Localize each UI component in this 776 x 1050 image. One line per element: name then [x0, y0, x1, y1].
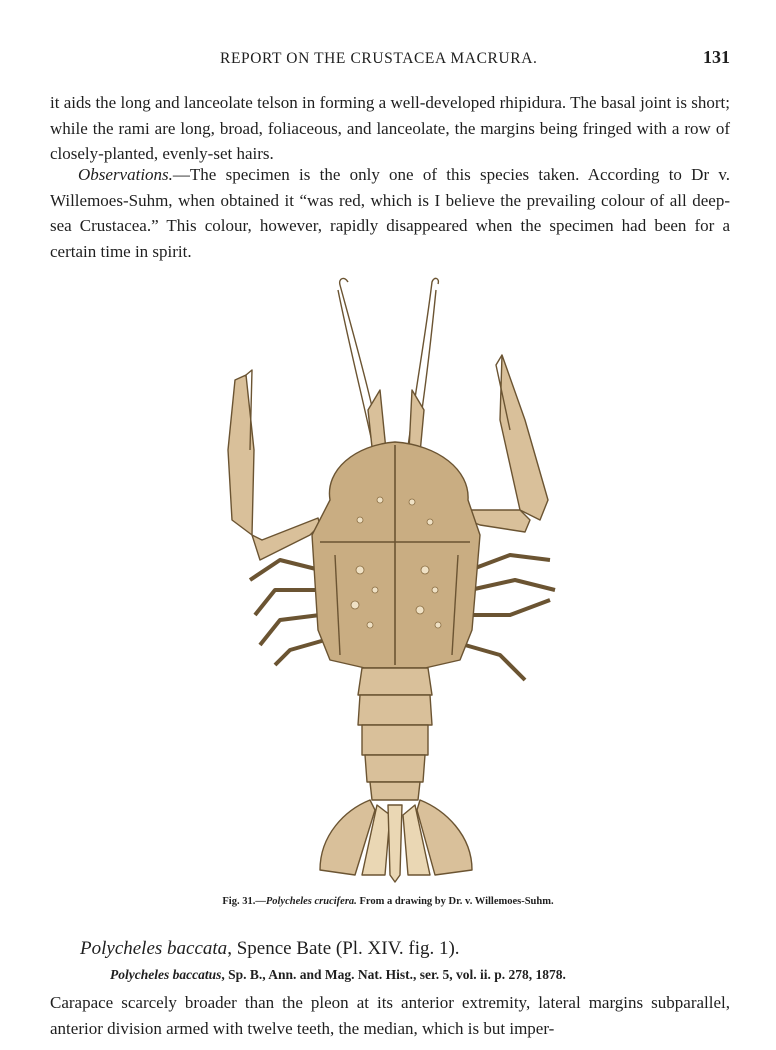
pleon-segment-5: [370, 782, 420, 800]
pleon-segment-2: [358, 695, 432, 725]
synonymy-line: [110, 967, 566, 983]
caption-prefix: Fig. 31.—: [222, 896, 266, 907]
walking-leg-right-2: [470, 580, 555, 590]
running-title: REPORT ON THE CRUSTACEA MACRURA.: [220, 50, 538, 67]
figure-caption: [0, 896, 776, 907]
left-chela: [228, 375, 254, 535]
crustacean-illustration: [180, 270, 600, 885]
walking-leg-left-2: [255, 590, 320, 615]
walking-leg-left-4: [275, 640, 325, 665]
species-name: Polycheles baccata: [80, 938, 228, 959]
pleon-segment-3: [362, 725, 428, 755]
species-heading: [80, 938, 460, 960]
observations-text: —The specimen is the only one of this species taken. According to Dr v. Willemoes-Suhm, when obtained it “was red, which is I believe the prevailing colour of all deep-sea Crustacea.” This colour, however, rapidly disappeared when the specimen had been for a certain time in spirit.: [50, 165, 730, 261]
species-author: , Spence Bate (Pl. XIV. fig. 1).: [227, 938, 460, 959]
walking-leg-left-3: [260, 615, 320, 645]
walking-leg-right-4: [465, 645, 525, 680]
right-chela: [500, 355, 548, 520]
body-paragraph-2: [50, 162, 730, 264]
page-header: [50, 44, 730, 72]
left-carpus: [252, 518, 320, 560]
caption-rest: From a drawing by Dr. v. Willemoes-Suhm.: [356, 896, 554, 907]
synonymy-name: Polycheles baccatus: [110, 967, 222, 982]
carapace: [312, 442, 480, 668]
pleon-segment-4: [365, 755, 425, 782]
caption-species: Polycheles crucifera.: [265, 896, 357, 907]
walking-leg-right-1: [470, 555, 550, 570]
body-paragraph-3: Carapace scarcely broader than the pleon at its anterior extremity, lateral margins subparallel, anterior division armed with twelve teeth, the median, which is but imper-: [50, 993, 730, 1038]
walking-leg-right-3: [470, 600, 550, 615]
pleon-segment-1: [358, 668, 432, 695]
telson: [388, 805, 402, 882]
observations-lead: Observations.: [78, 165, 173, 184]
walking-leg-left-1: [250, 560, 320, 580]
body-paragraph-1: it aids the long and lanceolate telson in forming a well-developed rhipidura. The basal joint is short; while the rami are long, broad, foliaceous, and lanceolate, the margins being fringed with a row of closely-planted, evenly-set hairs.: [50, 93, 730, 163]
synonymy-citation: , Sp. B., Ann. and Mag. Nat. Hist., ser. 5, vol. ii. p. 278, 1878.: [221, 967, 566, 982]
page-number: 131: [703, 47, 730, 67]
